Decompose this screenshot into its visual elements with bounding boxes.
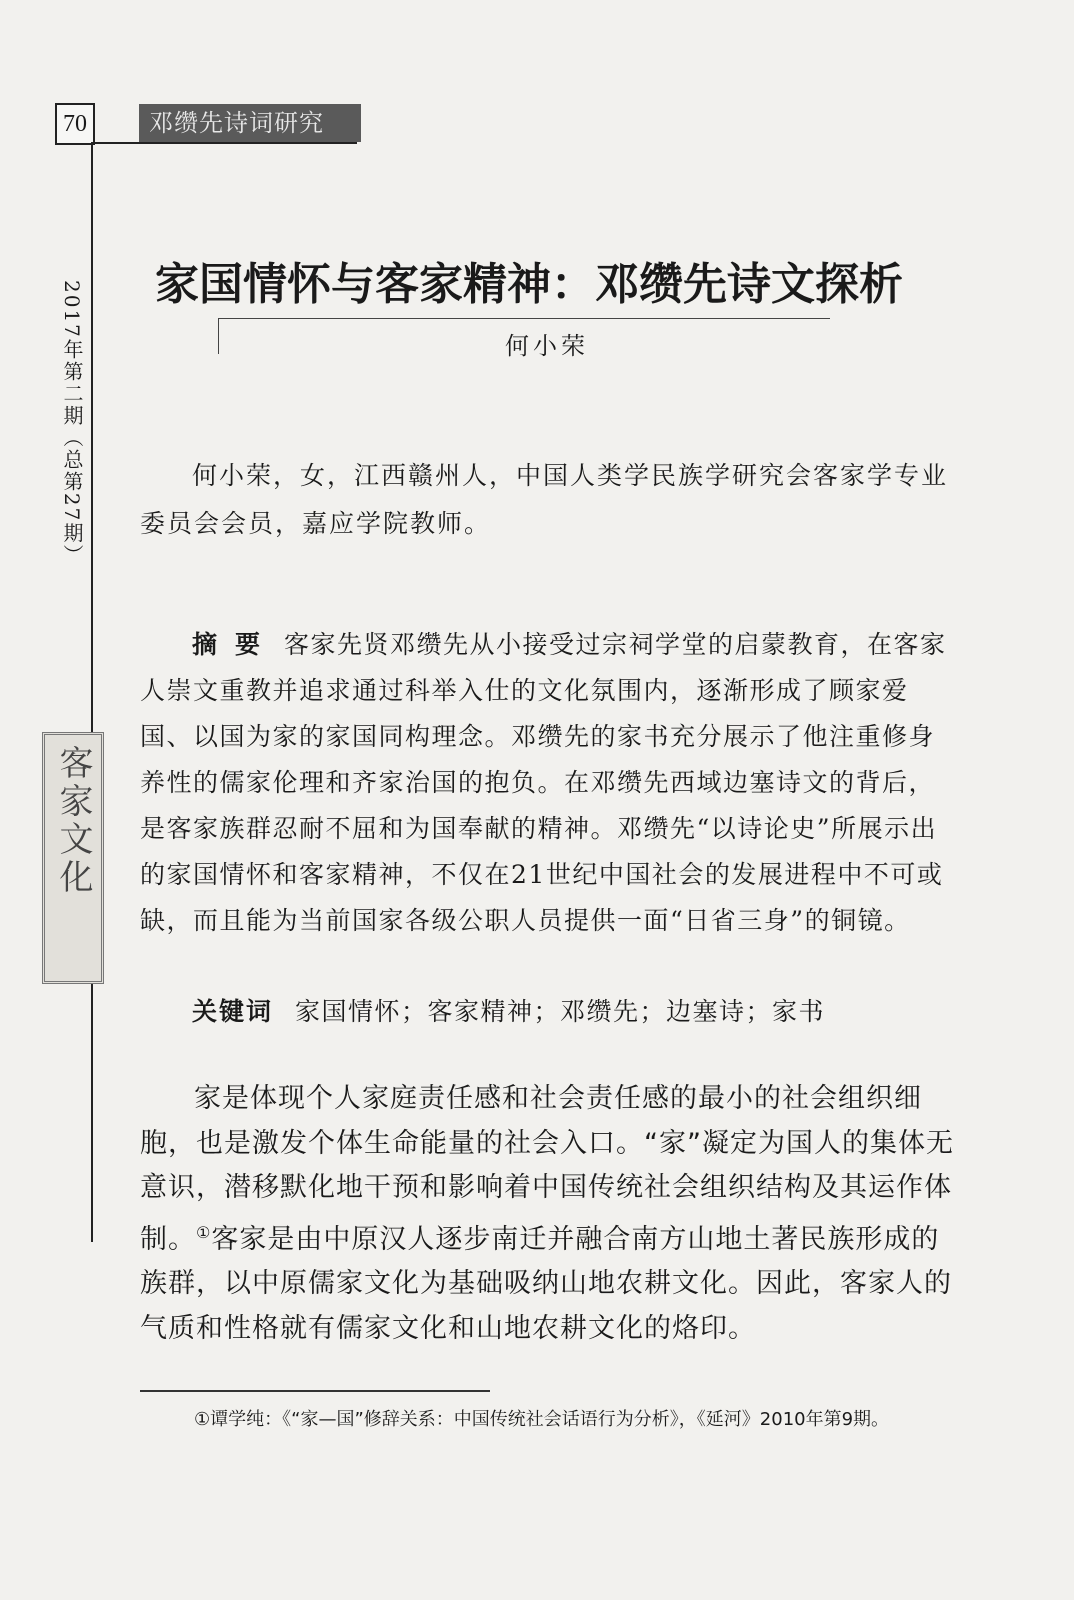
body-text-part2: 客家是由中原汉人逐步南迁并融合南方山地土著民族形成的族群，以中原儒家文化为基础吸纳山地农耕文化。因此，客家人的气质和性格就有儒家文化和山地农耕文化的烙印。	[140, 1223, 952, 1344]
page-number: 70	[55, 103, 95, 145]
footnote-rule	[140, 1390, 490, 1392]
keywords	[192, 992, 952, 1028]
footnote: ①谭学纯：《“家—国”修辞关系：中国传统社会话语行为分析》，《延河》2010年第9期。	[194, 1409, 890, 1430]
abstract-text: 客家先贤邓缵先从小接受过宗祠学堂的启蒙教育，在客家人崇文重教并追求通过科举入仕的文化氛围内，逐渐形成了顾家爱国、以国为家的家国同构理念。邓缵先的家书充分展示了他注重修身养性的儒家伦理和齐家治国的抱负。在邓缵先西域边塞诗文的背后，是客家族群忍耐不屈和为国奉献的精神。邓缵先“以诗论史”所展示出的家国情怀和客家精神，不仅在21世纪中国社会的发展进程中不可或缺，而且能为当前国家各级公职人员提供一面“日省三身”的铜镜。	[140, 630, 947, 935]
issue-label: 2017年第二期（总第27期）	[60, 280, 84, 567]
body-text-part1: 家是体现个人家庭责任感和社会责任感的最小的社会组织细胞，也是激发个体生命能量的社会入口。“家”凝定为国人的集体无意识，潜移默化地干预和影响着中国传统社会组织结构及其运作体制。	[140, 1083, 954, 1255]
journal-brand-text: 客家文化	[53, 745, 93, 897]
author-bio: 何小荣，女，江西赣州人，中国人类学民族学研究会客家学专业委员会会员，嘉应学院教师。	[140, 461, 949, 538]
journal-brand	[42, 732, 104, 984]
title-rule-tick	[218, 318, 219, 354]
article-author: 何小荣	[505, 332, 589, 360]
abstract-label: 摘要	[192, 630, 279, 659]
body-paragraph	[140, 1077, 962, 1351]
article-title: 家国情怀与客家精神：邓缵先诗文探析	[155, 259, 903, 310]
abstract	[140, 622, 960, 944]
header-rule	[91, 142, 357, 144]
footnote-marker[interactable]: ①	[196, 1222, 212, 1242]
keywords-text: 家国情怀；客家精神；邓缵先；边塞诗；家书	[295, 997, 826, 1026]
keywords-label: 关键词	[192, 997, 274, 1026]
margin-rule	[91, 142, 93, 1242]
title-rule	[218, 318, 830, 319]
column-banner: 邓缵先诗词研究	[139, 104, 361, 142]
